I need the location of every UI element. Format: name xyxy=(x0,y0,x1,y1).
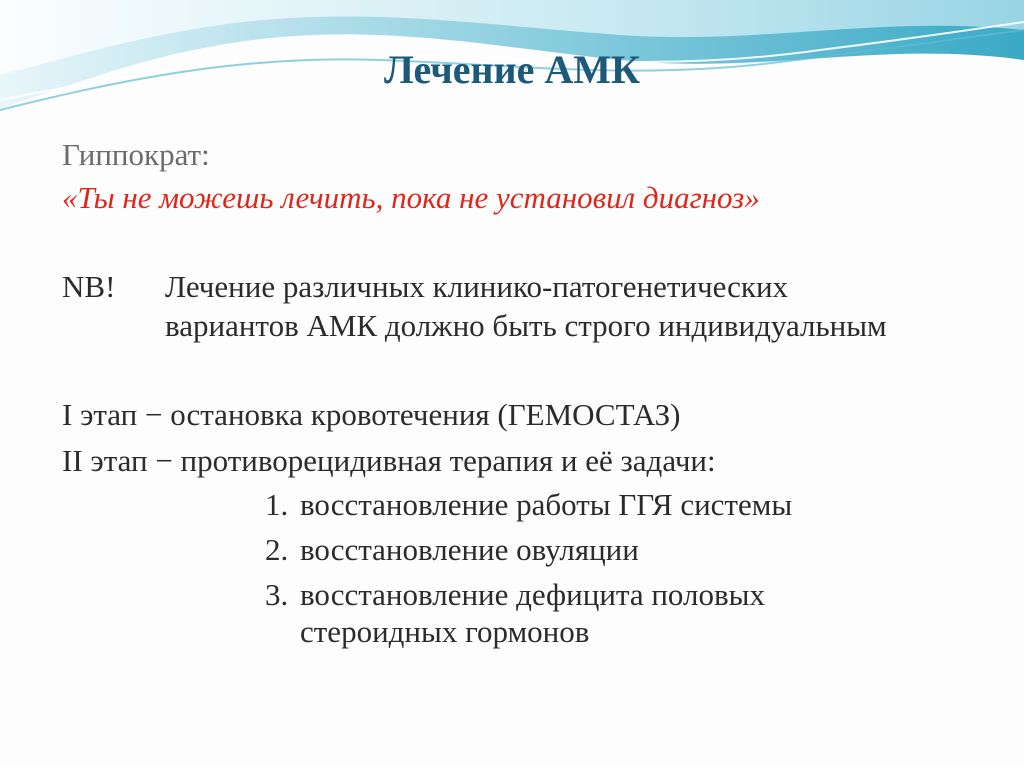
nb-label: NB! xyxy=(62,269,116,304)
nb-line-2: вариантов АМК должно быть строго индивидуальным xyxy=(165,308,887,343)
task-2-text: восстановление овуляции xyxy=(300,532,639,567)
task-3-number: 3. xyxy=(265,577,289,612)
hippocrates-label: Гиппократ: xyxy=(62,137,210,172)
slide-title: Лечение АМК xyxy=(383,47,641,92)
hippocrates-quote: «Ты не можешь лечить, пока не установил диагноз» xyxy=(62,180,760,215)
stage-2: II этап − противорецидивная терапия и её задачи: xyxy=(62,443,716,478)
task-2-number: 2. xyxy=(265,532,289,567)
task-1-number: 1. xyxy=(265,487,289,522)
task-3-text-line-2: стероидных гормонов xyxy=(300,614,590,649)
task-3-text-line-1: восстановление дефицита половых xyxy=(300,577,765,612)
task-1-text: восстановление работы ГГЯ системы xyxy=(300,487,793,522)
nb-line-1: Лечение различных клинико-патогенетических xyxy=(165,269,789,304)
stage-1: I этап − остановка кровотечения (ГЕМОСТАЗ) xyxy=(62,397,681,432)
